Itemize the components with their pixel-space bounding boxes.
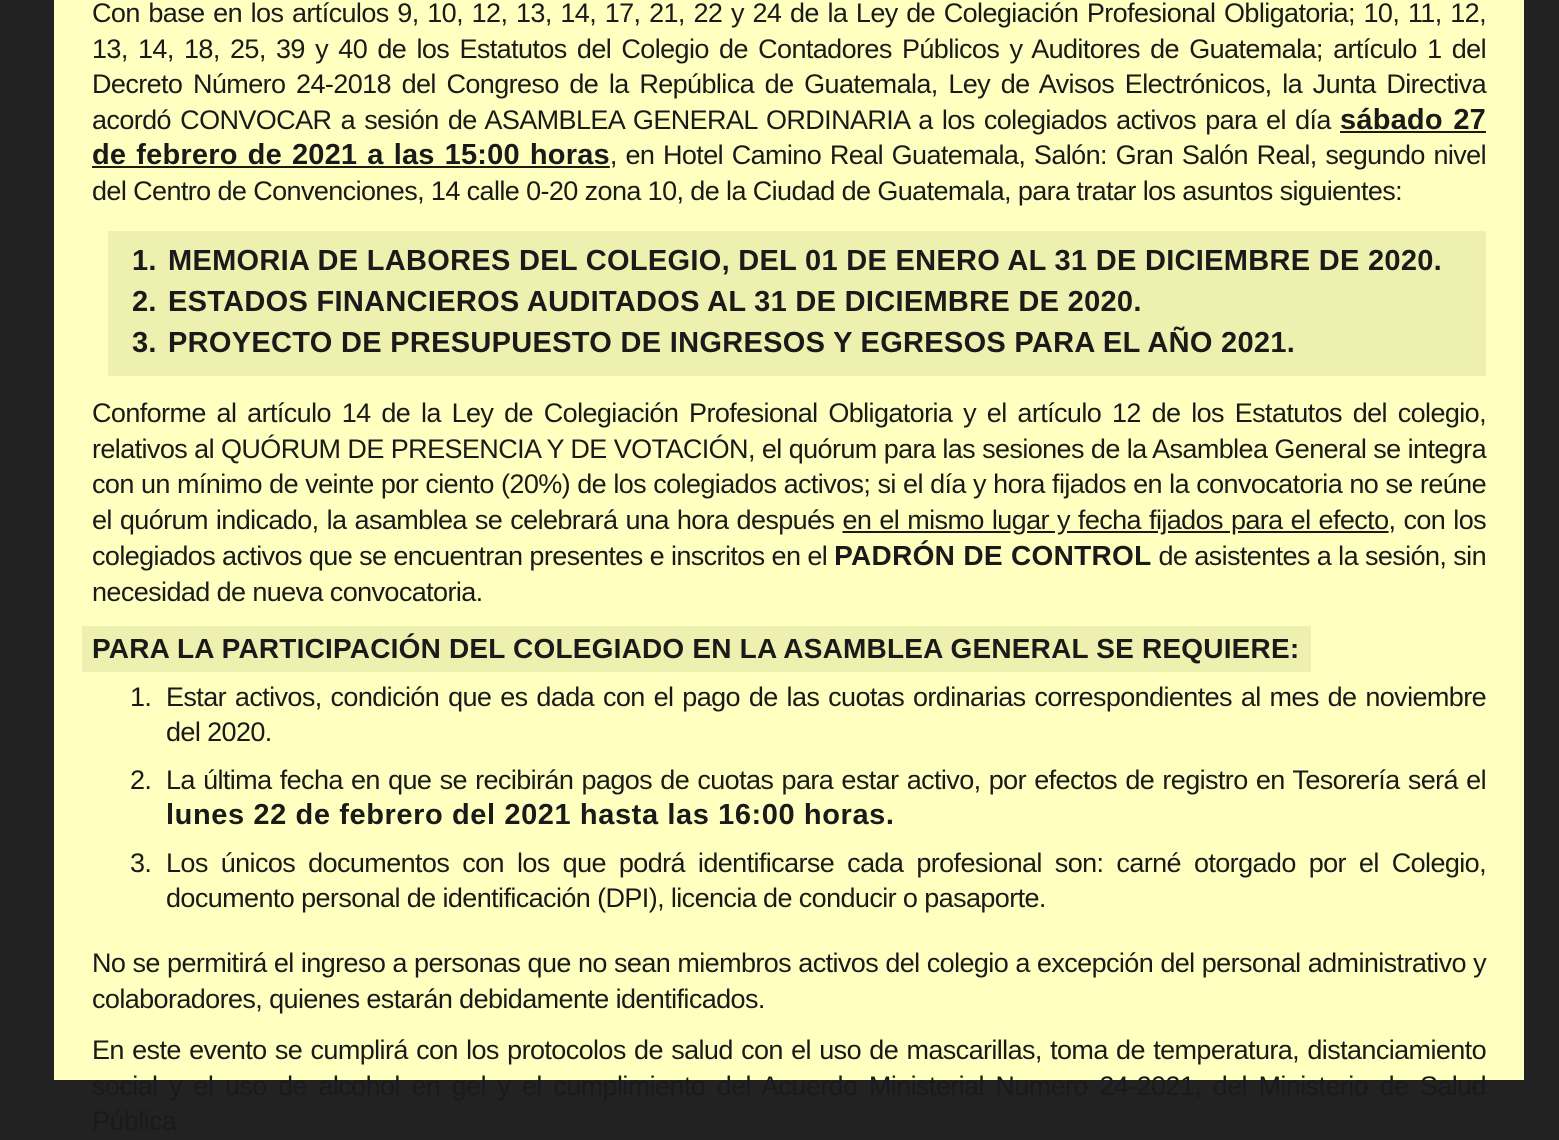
requirements-heading: PARA LA PARTICIPACIÓN DEL COLEGIADO EN LA ASAMBLEA GENERAL SE REQUIERE: <box>82 626 1311 672</box>
requirement-text: Los únicos documentos con los que podrá identificarse cada profesional son: carné otorgado por el Colegio, documento personal de identificación (DPI), licencia de conducir o pasaporte. <box>166 848 1486 913</box>
quorum-text-c: de asistentes a la sesión, sin necesidad de nueva convocatoria. <box>92 541 1486 607</box>
requirement-text: La última fecha en que se recibirán pagos de cuotas para estar activo, por efectos de registro en Tesorería será el <box>166 765 1486 795</box>
document-content <box>92 0 1486 1140</box>
agenda-item-text: PROYECTO DE PRESUPUESTO DE INGRESOS Y EGRESOS PARA EL AÑO 2021. <box>168 327 1296 359</box>
quorum-paragraph <box>92 396 1486 610</box>
requirement-item <box>92 763 1486 833</box>
quorum-bold: PADRÓN DE CONTROL <box>834 540 1152 571</box>
access-note-paragraph: No se permitirá el ingreso a personas que no sean miembros activos del colegio a excepción del personal administrativo y colaboradores, quienes estarán debidamente identificados. <box>92 948 1486 1014</box>
agenda-item-text: ESTADOS FINANCIEROS AUDITADOS AL 31 DE DICIEMBRE DE 2020. <box>168 286 1142 318</box>
agenda-box <box>108 231 1486 376</box>
agenda-item <box>132 323 1486 364</box>
requirement-number: 3. <box>130 848 152 878</box>
quorum-text-a: Conforme al artículo 14 de la Ley de Colegiación Profesional Obligatoria y el artículo 12 de los Estatutos del colegio, relativos al QUÓRUM DE PRESENCIA Y DE VOTACIÓN, el quórum para las sesiones de la Asamblea General se integra con un mínimo de veinte por ciento (20%) de los colegiados activos; si el día y hora fijados en la convocatoria no se reúne el quórum indicado, la asamblea se celebrará una hora después <box>92 398 1486 535</box>
agenda-item-number: 3. <box>132 327 157 359</box>
health-protocol-paragraph: En este evento se cumplirá con los protocolos de salud con el uso de mascarillas, toma de temperatura, distanciamiento social y el uso de alcohol en gel y el cumplimiento del Acuerdo Ministerial Numero 24-2021, del Ministerio de Salud Pública <box>92 1035 1486 1136</box>
requirement-item <box>92 680 1486 750</box>
intro-paragraph <box>92 0 1486 209</box>
agenda-item-text: MEMORIA DE LABORES DEL COLEGIO, DEL 01 DE ENERO AL 31 DE DICIEMBRE DE 2020. <box>168 245 1443 277</box>
meeting-date: sábado 27 de febrero de 2021 a las 15:00 horas <box>92 103 1486 171</box>
requirement-number: 1. <box>130 682 152 712</box>
requirement-number: 2. <box>130 765 152 795</box>
quorum-text-b: , con los colegiados activos que se encuentran presentes e inscritos en el <box>92 504 1487 571</box>
agenda-item <box>132 282 1486 323</box>
agenda-item-number: 1. <box>132 245 157 277</box>
agenda-item <box>132 241 1486 282</box>
requirement-item <box>92 846 1486 916</box>
requirement-text: Estar activos, condición que es dada con el pago de las cuotas ordinarias correspondientes al mes de noviembre del 2020. <box>166 682 1486 747</box>
intro-text-after: , en Hotel Camino Real Guatemala, Salón: Gran Salón Real, segundo nivel del Centro de Convenciones, 14 calle 0-20 zona 10, de la Ciudad de Guatemala, para tratar los asuntos siguientes: <box>92 140 1486 206</box>
agenda-item-number: 2. <box>132 286 157 318</box>
document-page <box>54 0 1524 1136</box>
intro-text-before: Con base en los artículos 9, 10, 12, 13, 14, 17, 21, 22 y 24 de la Ley de Colegiación Profesional Obligatoria; 10, 11, 12, 13, 14, 18, 25, 39 y 40 de los Estatutos del Colegio de Contadores Públicos y Auditores de Guatemala; artículo 1 del Decreto Número 24-2018 del Congreso de la República de Guatemala, Ley de Avisos Electrónicos, la Junta Directiva acordó CONVOCAR a sesión de ASAMBLEA GENERAL ORDINARIA a los colegiados activos para el día <box>92 0 1486 135</box>
requirements-list <box>92 680 1486 916</box>
payment-deadline: lunes 22 de febrero del 2021 hasta las 16:00 horas. <box>166 799 895 831</box>
quorum-underlined: en el mismo lugar y fecha fijados para el efecto <box>842 504 1389 535</box>
